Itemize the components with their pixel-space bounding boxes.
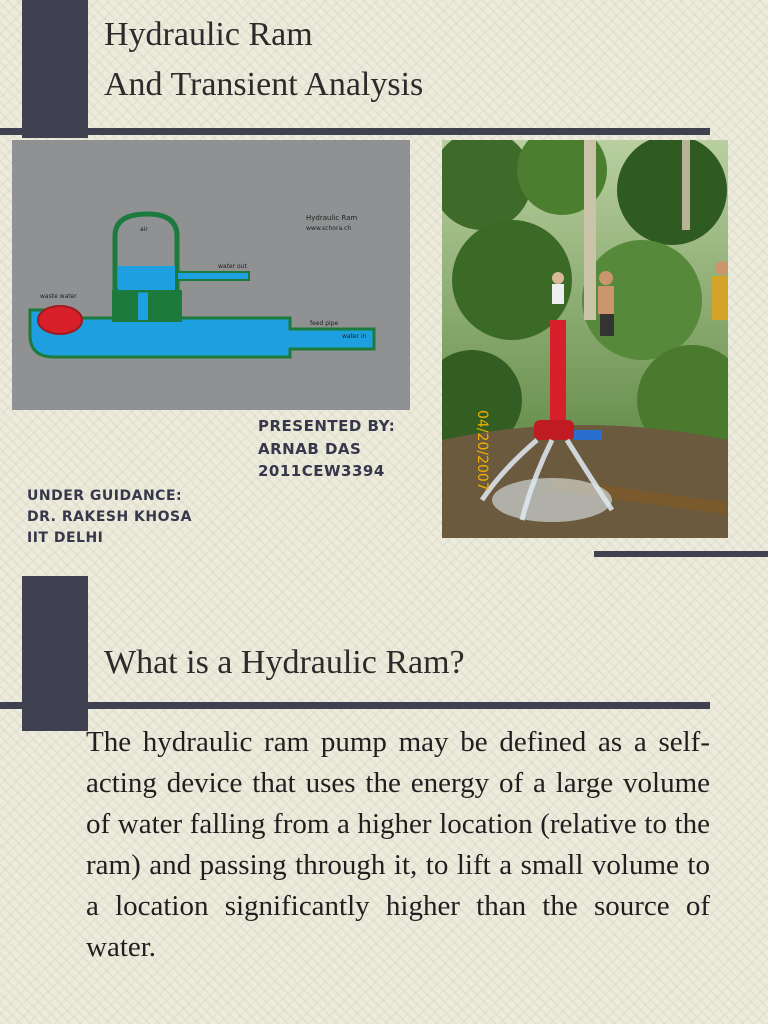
- presenter-name: ARNAB DAS: [258, 440, 362, 458]
- label-water-in: water in: [342, 333, 367, 340]
- hydraulic-ram-diagram: [12, 140, 410, 410]
- label-air: air: [140, 226, 148, 233]
- guide-institute: IIT DELHI: [27, 530, 104, 546]
- title-divider: [0, 128, 710, 135]
- presented-by-label: PRESENTED BY:: [258, 417, 396, 435]
- label-waste-water: waste water: [40, 293, 77, 300]
- definition-slide: [0, 560, 768, 1024]
- slide2-title: What is a Hydraulic Ram?: [104, 644, 465, 681]
- field-photo: [442, 140, 728, 538]
- guide-name: DR. RAKESH KHOSA: [27, 509, 192, 525]
- label-feed-pipe: feed pipe: [310, 320, 339, 327]
- slide2-title-divider: [0, 702, 710, 709]
- slide-title-line-1: Hydraulic Ram: [104, 16, 313, 53]
- photo-date-stamp: 04/20/2007: [474, 410, 490, 491]
- definition-paragraph: The hydraulic ram pump may be defined as a self-acting device that uses the energy of a large volume of water falling from a higher location (relative to the ram) and passing through it, to lift a small volume to a location significantly higher than the source of water.: [86, 726, 710, 963]
- slide-title-line-2: And Transient Analysis: [104, 66, 424, 103]
- presenter-id: 2011CEW3394: [258, 462, 385, 480]
- bottom-divider: [594, 551, 768, 557]
- diagram-subtitle: www.schora.ch: [306, 225, 352, 232]
- label-water-out: water out: [218, 263, 247, 270]
- guidance-label: UNDER GUIDANCE:: [27, 488, 183, 504]
- title-accent-block: [22, 0, 88, 138]
- diagram-title: Hydraulic Ram: [306, 214, 358, 222]
